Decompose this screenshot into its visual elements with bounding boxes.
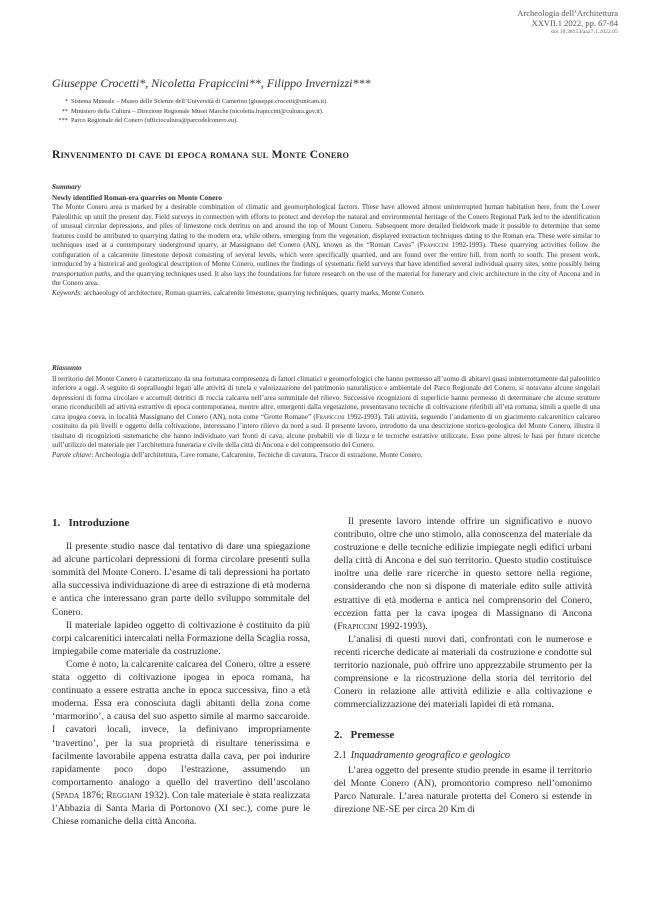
authors: Giuseppe Crocetti*, Nicoletta Frapiccini**, Filippo Invernizzi*** — [52, 76, 371, 90]
summary-heading: Summary — [52, 183, 81, 191]
citation-author: Reggiani — [106, 789, 142, 801]
affiliation-text: Ministero della Cultura – Direzione Regionale Musei Marche (nicoletta.frapiccini@cultura.gov.it). — [71, 107, 324, 115]
affiliation-text: Parco Regionale del Conero (ufficiocultura@parcodelconero.eu). — [71, 117, 238, 125]
paragraph: Il materiale lapideo oggetto di coltivazione è costituito da più corpi calcarenitici intercalati nella Formazione della Scaglia rossa, impiegabile come materiale da costruzione. — [52, 619, 310, 657]
citation-year: 1932 — [141, 789, 164, 801]
affiliations — [56, 97, 328, 126]
paragraph-text: Come è noto, la calcarenite calcarea del Conero, oltre a essere stata oggetto di coltivazione ipogea in epoca romana, ha continuato a essere estratta anche in epoca successiva, fino a età moderna. Essa era conosciuta dagli abitanti della zona come ‘marmorino’, a causa del suo aspetto simile al marmo saccaroide. I cavatori locali, invece, la definivano impropriamente ‘travertino’, per la sua proprietà di risultare tenerissima e facilmente lavorabile appena estratta dalla cava, per poi indurire rapidamente poco dopo l’estrazione, assumendo un comportamento analogo a quello del travertino dell’ascolano ( — [52, 658, 310, 801]
journal-volume-pages: XXVII.1 2022, pp. 67-84 — [531, 18, 618, 28]
affiliation — [56, 97, 328, 107]
paragraph: L’area oggetto del presente studio prende in esame il territorio del Monte Conero (AN), promontorio compreso nell’omonimo Parco Naturale. L’area naturale protetta del Conero si estende in direzione NE-SE per circa 20 Km di — [334, 764, 592, 815]
paragraph: Il presente studio nasce dal tentativo di dare una spiegazione ad alcune particolari depressioni di forma circolare presenti sulla sommità del Monte Conero. L’esame di tali depressioni ha portato alla successiva individuazione di aree di estrazione di età moderna e antica che interessano gran parte dello sviluppo sommitale del Conero. — [52, 541, 310, 618]
section-2-heading — [334, 729, 592, 742]
riassunto-heading: Riassunto — [52, 364, 82, 372]
affiliation-mark: *** — [58, 117, 68, 125]
summary-subtitle: Newly identified Roman-era quarries on Monte Conero — [52, 193, 222, 202]
section-number: 2. — [334, 729, 343, 742]
citation-author: Spada — [55, 789, 80, 801]
affiliation-mark: ** — [61, 107, 68, 115]
affiliation — [56, 116, 328, 126]
riassunto-block — [52, 364, 600, 460]
citation-year: 1992-1993 — [344, 412, 378, 421]
citation-year: 1876 — [79, 789, 101, 801]
summary-body — [52, 203, 600, 289]
summary-italic-term: transportation paths — [52, 269, 111, 278]
keywords-label: Keywords — [52, 289, 81, 298]
riassunto-text: ). Tali attività, seguendo l’andamento di un giacimento calcarenitico calcareo costituito da più livelli e oggetto della coltivazione, interessano l’intero rilievo da nord a sud. Il presente lavoro, introdotto da una descrizione storico-geologica del Monte Conero, illustra il risultato di ricognizioni sistematiche che hanno individuato vari fronti di cava, alcune probabili vie di lizza e le tecniche estrattive utilizzate. Esso pone altresì le basi per future ricerche sull’utilizzo del materiale per l’architettura funeraria e civile della città di Ancona e del comprensorio del Conero. — [52, 412, 600, 450]
summary-block — [52, 183, 600, 299]
paragraph — [334, 515, 592, 633]
summary-text: ). These quarrying activities follow the configuration of a calcarenite limestone deposit consisting of several levels, which were specifically quarried, and are found over the entire hill, from north to south. The present work, introduced by a historical and geological description of Monte Conero, outlines the findings of systematic field surveys that have identified several individual quarry sites, some possibly being — [52, 241, 600, 269]
paper-title: Rinvenimento di cave di epoca romana sul Monte Conero — [52, 149, 350, 161]
journal-header — [517, 8, 618, 36]
affiliation — [56, 107, 328, 117]
paragraph-text: Il presente lavoro intende offrire un significativo e nuovo contributo, oltre che uno stimolo, alla conoscenza del materiale da costruzione e delle tecniche edilizie impiegate negli edifici urbani della città di Ancona e del suo territorio. Questo studio costituisce inoltre una delle rare ricerche in questo settore nella regione, considerando che non si dispone di materiale edito sulle attività estrattive di età moderna e antica nel comprensorio del Conero, eccezion fatta per la cava ipogea di Massignano di Ancona ( — [334, 516, 592, 632]
journal-doi: doi 10.36153/aa27.1.2022.05 — [550, 29, 618, 35]
keywords-text: : archaeology of architecture, Roman quarries, calcarenite limestone, quarrying techniques, quarry marks, Monte Conero. — [80, 289, 425, 298]
paragraph-text: ). Con tale materiale è stata realizzata l’Abbazia di Santa Maria di Portonovo (XI sec.), come pure le Chiese romaniche della città Ancona. — [52, 789, 311, 828]
affiliation-mark: * — [64, 98, 68, 105]
section-number: 1. — [52, 517, 61, 529]
keywords-label: Parole chiave — [52, 450, 92, 459]
citation-year: 1992-1993 — [448, 241, 483, 250]
paragraph: L’analisi di questi nuovi dati, confrontati con le numerose e recenti ricerche dedicate ai materiali da costruzione e condotte sul territorio nazionale, può offrire uno apprezzabile strumento per la comprensione e la ricostruzione della storia del territorio del Conero in relazione alle attività edilizie e alla coltivazione e commercializzazione dei materiali lapidei di età romana. — [334, 633, 592, 711]
summary-text: , and the quarrying techniques used. It also lays the foundations for future research on the use of the material for funerary and civic architecture in the city of Ancona and in the Conero area. — [52, 269, 600, 288]
riassunto-text: Il territorio del Monte Conero è caratterizzato da una fortunata compresenza di fattori climatici e geomorfologici che hanno permesso all’uomo di abitarvi quasi ininterrottamente dal paleolitico inferiore a oggi. A seguito di sopralluoghi legati alle attività di tutela e valorizzazione del patrimonio naturalistico e ambientale del Parco Regionale del Conero, si notavano alcune singolari depressioni di forma circolare e accumuli detritici di roccia calcarea nell’area sommitale del rilievo. Successive ricognizioni di superficie hanno permesso di determinare che alcune strutture erano riconducibili ad attività estrattive di epoca contemporanea, mentre altre, emergenti dalla vegetazione, presentavano tecniche di coltivazione riferibili all’età romana, simili a quelle di una cava ipogea coeva, in località Massignano del Conero (AN), nota come “Grotte Romane” ( — [52, 374, 600, 421]
journal-name: Archeologia dell’Architettura — [517, 8, 618, 18]
citation-author: Frapiccini — [337, 620, 378, 632]
paragraph-text: ). — [422, 620, 428, 632]
section-1-heading — [52, 517, 310, 530]
section-title: Introduzione — [68, 517, 130, 529]
paragraph — [52, 658, 310, 828]
subsection-2-1-heading — [334, 749, 592, 762]
riassunto-body — [52, 375, 600, 451]
summary-keywords — [52, 289, 600, 299]
affiliation-text: Sistema Museale – Museo delle Scienze dell’Università di Camerino (giuseppe.crocetti@unicam.it). — [71, 98, 328, 105]
left-column — [52, 515, 310, 828]
citation-year: 1992-1993 — [377, 620, 423, 632]
subsection-number: 2.1 — [334, 749, 347, 761]
right-column — [334, 515, 592, 816]
subsection-title: Inquadramento geografico e geologico — [350, 749, 511, 761]
riassunto-keywords — [52, 451, 600, 461]
summary-text: The Monte Conero area is marked by a desirable combination of climatic and geomorphological factors. These have allowed almost uninterrupted human habitation here, from the Lower Paleolithic up until the present day. Field surveys in connection with efforts to protect and develop the natural and environmental heritage of the Conero Regional Park led to the identification of unusual circular depressions, and piles of limestone rock detritus on and around the top of Mount Conero. Subsequent more detailed fieldwork made it possible to determine that some features could be attributed to quarrying dating to the modern era, while others, emerging from the vegetation, displayed extraction techniques dating to the Roman era. These were similar to techniques used at a contemporary underground quarry, at Massignano del Conero (AN), known as the “Roman Caves” ( — [52, 203, 600, 250]
citation-author: Frapiccini — [315, 412, 345, 421]
section-title: Premesse — [350, 729, 395, 742]
citation-separator: ; — [100, 789, 107, 801]
keywords-text: : Archeologia dell’architettura, Cave romane, Calcarenite, Tecniche di cavatura, Tracce di estrazione, Monte Conero. — [91, 450, 423, 459]
citation-author: Frapiccini — [419, 241, 449, 250]
